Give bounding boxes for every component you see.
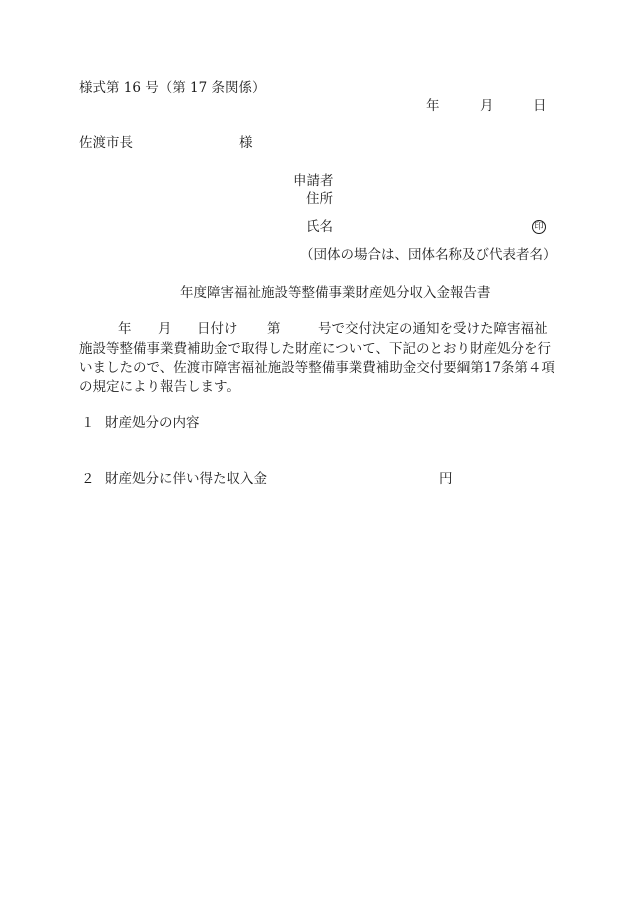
date-year-label: 年 bbox=[426, 98, 440, 114]
item-2-unit: 円 bbox=[439, 471, 453, 487]
seal-mark: 印 bbox=[532, 220, 546, 234]
applicant-address-label: 住所 bbox=[306, 191, 333, 207]
item-1-number: １ bbox=[81, 415, 95, 431]
item-2-label: 財産処分に伴い得た収入金 bbox=[105, 471, 267, 487]
item-1-label: 財産処分の内容 bbox=[105, 415, 200, 431]
body-line1-rest: 号で交付決定の通知を受けた障害福祉 bbox=[318, 321, 548, 337]
date-month-label: 月 bbox=[480, 98, 494, 114]
item-2-number: ２ bbox=[81, 471, 95, 487]
document-title: 年度障害福祉施設等整備事業財産処分収入金報告書 bbox=[180, 285, 491, 301]
body-year-label: 年 bbox=[118, 321, 132, 337]
body-dated-label: 日付け bbox=[197, 321, 238, 337]
applicant-label: 申請者 bbox=[293, 173, 334, 189]
applicant-name-label: 氏名 bbox=[306, 219, 333, 235]
body-line2: 施設等整備事業費補助金で取得した財産について、下記のとおり財産処分を行 bbox=[79, 341, 551, 357]
body-line3: いましたので、佐渡市障害福祉施設等整備事業費補助金交付要綱第17条第４項 bbox=[79, 360, 555, 376]
group-note: （団体の場合は、団体名称及び代表者名） bbox=[300, 247, 557, 263]
addressee-honorific: 様 bbox=[239, 135, 253, 151]
body-month-label: 月 bbox=[158, 321, 172, 337]
addressee-name: 佐渡市長 bbox=[79, 135, 133, 151]
body-number-prefix: 第 bbox=[267, 321, 281, 337]
form-number: 様式第 16 号（第 17 条関係） bbox=[79, 80, 266, 96]
body-line4: の規定により報告します。 bbox=[79, 379, 240, 395]
date-day-label: 日 bbox=[533, 98, 547, 114]
